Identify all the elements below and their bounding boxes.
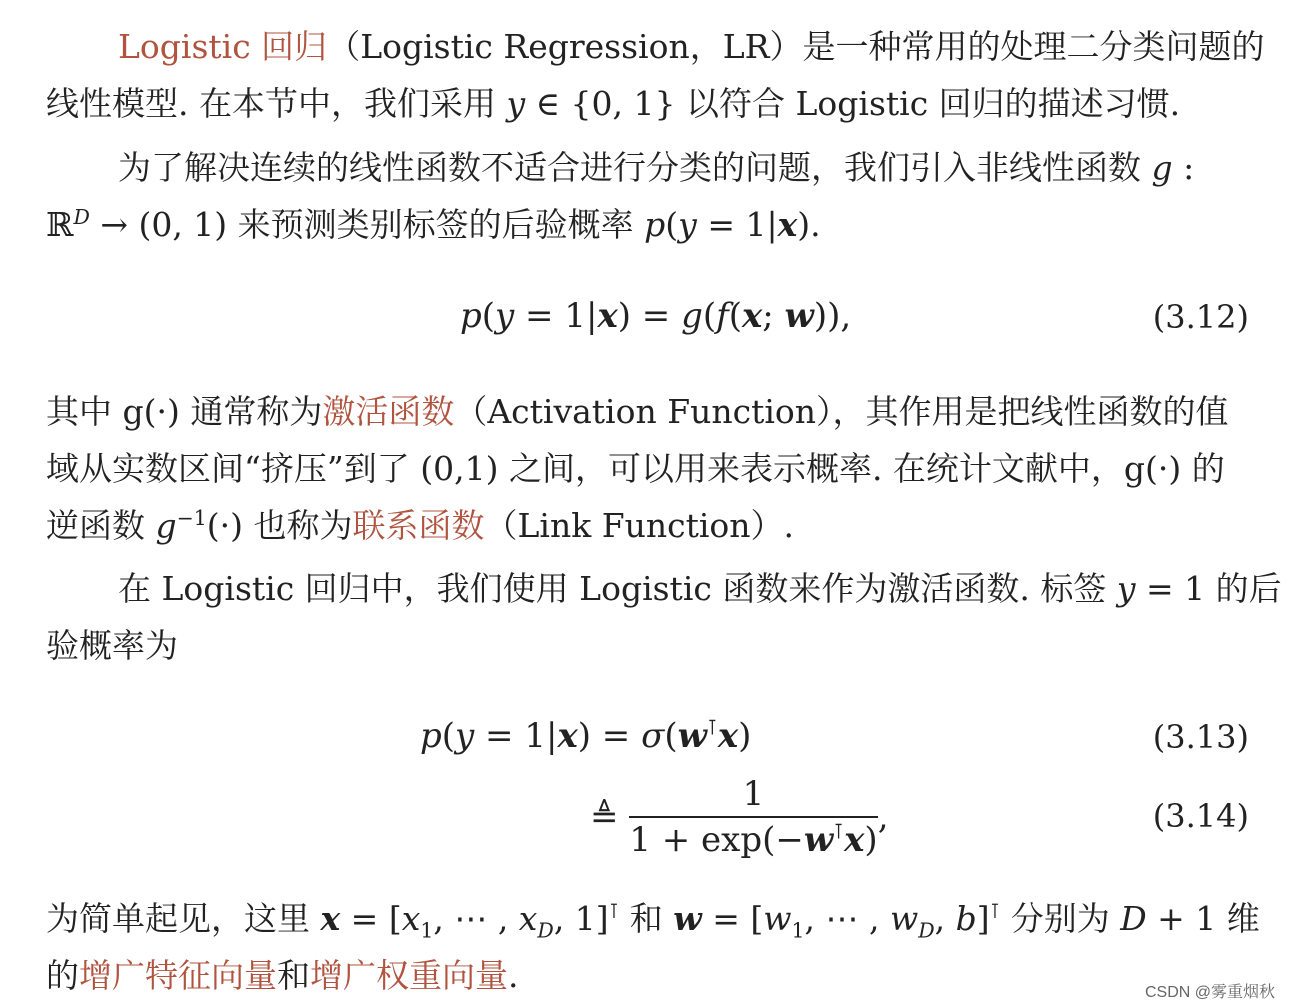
text: 在 Logistic 回归中，我们使用 Logistic 函数来作为激活函数. 标签 [118, 569, 1117, 608]
text: （Logistic Regression，LR）是一种常用的处理二分类问题的 [327, 27, 1265, 66]
paragraph-2: 为了解决连续的线性函数不适合进行分类的问题，我们引入非线性函数 g : ℝ$^D$ → (0, 1) 来预测类别标签的后验概率 p(y = 1|x). [46, 148, 1195, 244]
paragraph-5: 为简单起见，这里 $x = [x_1$, ⋯ , $x_D$, 1]⊺ 和 $w = [w_1$, ⋯ , $w_D$, b]⊺ 分别为 D + 1 维 的增广特征向量和增广权重向量. [46, 899, 1260, 995]
text: 和 [277, 956, 310, 995]
text: 来预测类别标签的后验概率 [227, 205, 645, 244]
fraction: $\frac{1}{1 + \exp(-w^⊺x)}$ [629, 774, 878, 860]
equation-number: (3.14) [1152, 797, 1249, 835]
equation-3-13: p(y = 1|x) = σ(w⊺x) [420, 714, 752, 756]
text: 逆函数 [46, 506, 156, 545]
text: 域从实数区间“挤压”到了 (0,1) 之间，可以用来表示概率. 在统计文献中，g(·) 的 [46, 449, 1225, 488]
math-y-equals-1: y [1116, 569, 1136, 608]
paragraph-4: 在 Logistic 回归中，我们使用 Logistic 函数来作为激活函数. 标签 y = 1 的后 验概率为 [46, 569, 1282, 665]
text: 的后 [1205, 569, 1282, 608]
text: （Link Function）. [484, 506, 795, 545]
term-augmented-feature-vector: 增广特征向量 [79, 956, 277, 995]
math-domain: ℝ$^D$ → (0, 1) [46, 205, 228, 244]
math-x-vector: $x = [x_1$, ⋯ , $x_D$, 1]⊺ [320, 899, 620, 943]
math-g: g [1151, 148, 1173, 187]
text: . [508, 956, 519, 995]
equation-number: (3.13) [1152, 718, 1249, 756]
math-w-vector: $w = [w_1$, ⋯ , $w_D$, b]⊺ [673, 899, 1001, 943]
text: 其中 g(·) 通常称为 [46, 392, 323, 431]
equation-3-12: p(y = 1|x) = g(f(x; w)), [460, 296, 852, 336]
term-link-function: 联系函数 [352, 506, 485, 545]
math-y-in-set: y [506, 84, 526, 123]
text: 验概率为 [46, 626, 178, 665]
text: 线性模型. 在本节中，我们采用 [46, 84, 507, 123]
text: （Activation Function），其作用是把线性函数的值 [454, 392, 1229, 431]
term-activation-function: 激活函数 [322, 392, 455, 431]
math-posterior: p [644, 205, 666, 244]
text: 为简单起见，这里 [46, 899, 321, 938]
paragraph-1: Logistic 回归（Logistic Regression，LR）是一种常用的处理二分类问题的 线性模型. 在本节中，我们采用 y ∈ {0, 1} 以符合 Logistic 回归的描述习惯. [46, 27, 1265, 123]
text: 为了解决连续的线性函数不适合进行分类的问题，我们引入非线性函数 [118, 148, 1152, 187]
term-logistic-regression: Logistic 回归 [118, 27, 328, 66]
paragraph-3 [46, 383, 1250, 554]
math-g-inverse: $g^{-1}(\cdot)$ [155, 506, 244, 545]
text: 和 [619, 899, 674, 938]
text: 以符合 Logistic 回归的描述习惯. [675, 84, 1181, 123]
text: 也称为 [243, 506, 353, 545]
equation-number: (3.12) [1152, 298, 1249, 336]
text: 的 [46, 956, 79, 995]
watermark: CSDN @雾重烟秋 [1144, 984, 1275, 1001]
text: 维 [1216, 899, 1260, 938]
term-augmented-weight-vector: 增广权重向量 [310, 956, 508, 995]
text: 分别为 [1000, 899, 1121, 938]
equation-3-14: ≜ $\frac{1}{1 + \exp(-w^⊺x)}$ , [590, 774, 889, 860]
